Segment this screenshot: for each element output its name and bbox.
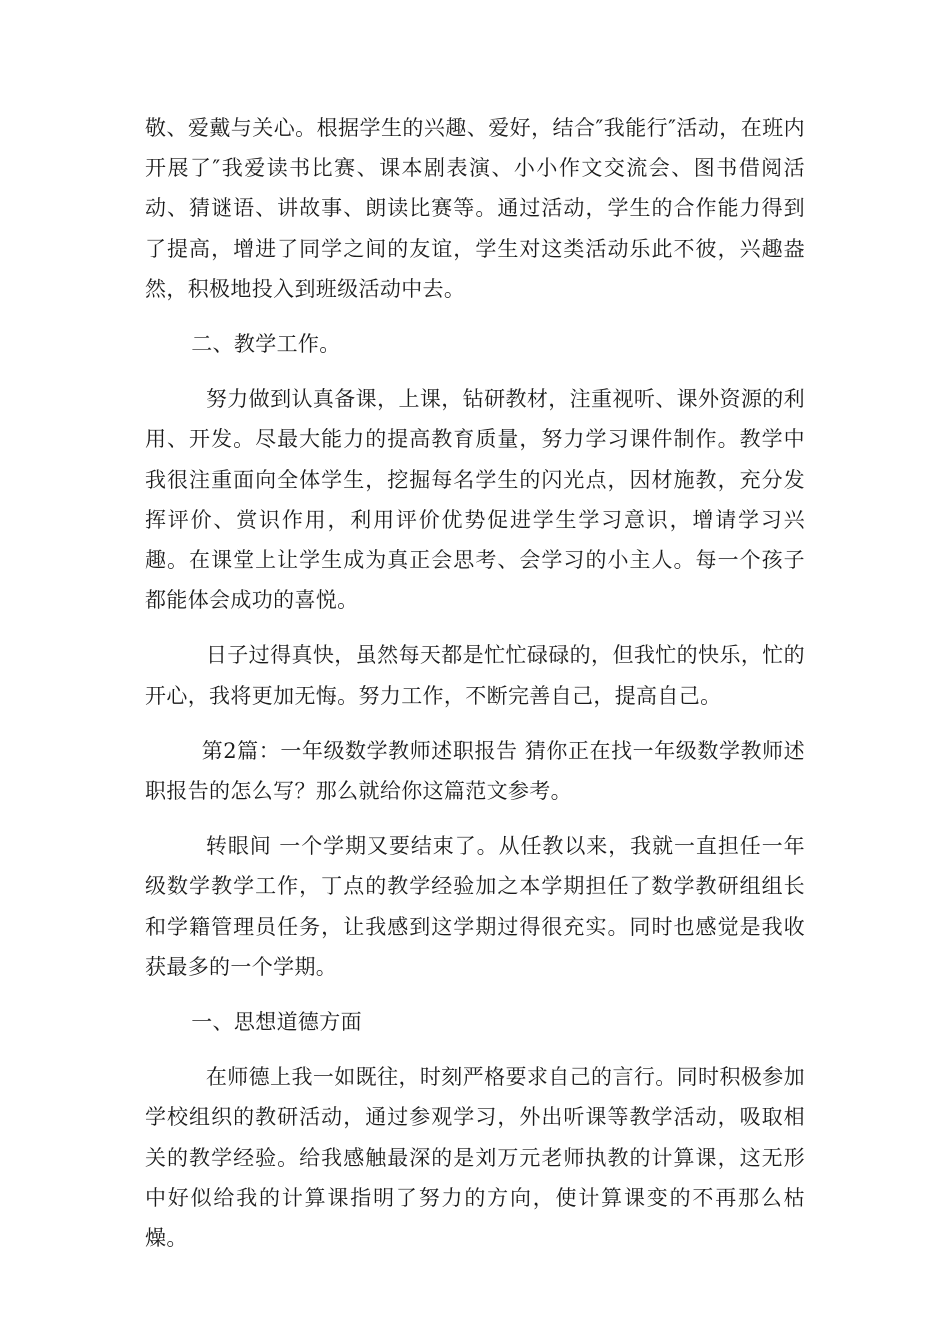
document-body [145, 108, 805, 1273]
paragraph-semester-summary: 转眼间 一个学期又要结束了。从任教以来，我就一直担任一年级数学教学工作，丁点的教学经验加之本学期担任了数学教研组组长和学籍管理员任务，让我感到这学期过得很充实。同时也感觉是我收获最多的一个学期。 [145, 834, 805, 979]
section-heading-ideology-morality: 一、思想道德方面 [191, 1010, 362, 1035]
paragraph-class-activities: 敬、爱戴与关心。根据学生的兴趣、爱好，结合″我能行″活动，在班内开展了″我爱读书比赛、课本剧表演、小小作文交流会、图书借阅活动、猜谜语、讲故事、朗读比赛等。通过活动，学生的合作能力得到了提高，增进了同学之间的友谊，学生对这类活动乐此不彼，兴趣盎然，积极地投入到班级活动中去。 [145, 116, 805, 301]
paragraph-teacher-ethics: 在师德上我一如既往，时刻严格要求自己的言行。同时积极参加学校组织的教研活动，通过参观学习，外出听课等教学活动，吸取相关的教学经验。给我感触最深的是刘万元老师执教的计算课，这无形中好似给我的计算课指明了努力的方向，使计算课变的不再那么枯燥。 [145, 1065, 805, 1251]
section-heading-teaching-work: 二、教学工作。 [191, 332, 341, 357]
article-2-intro: 第2篇：一年级数学教师述职报告 猜你正在找一年级数学教师述职报告的怎么写？那么就给你这篇范文参考。 [145, 738, 805, 804]
paragraph-closing-remarks: 日子过得真快，虽然每天都是忙忙碌碌的，但我忙的快乐，忙的开心，我将更加无悔。努力工作，不断完善自己，提高自己。 [145, 643, 805, 708]
paragraph-teaching-work: 努力做到认真备课，上课，钻研教材，注重视听、课外资源的利用、开发。尽最大能力的提高教育质量，努力学习课件制作。教学中我很注重面向全体学生，挖掘每名学生的闪光点，因材施教，充分发挥评价、赏识作用，利用评价优势促进学生学习意识，增请学习兴趣。在课堂上让学生成为真正会思考、会学习的小主人。每一个孩子都能体会成功的喜悦。 [145, 387, 805, 613]
